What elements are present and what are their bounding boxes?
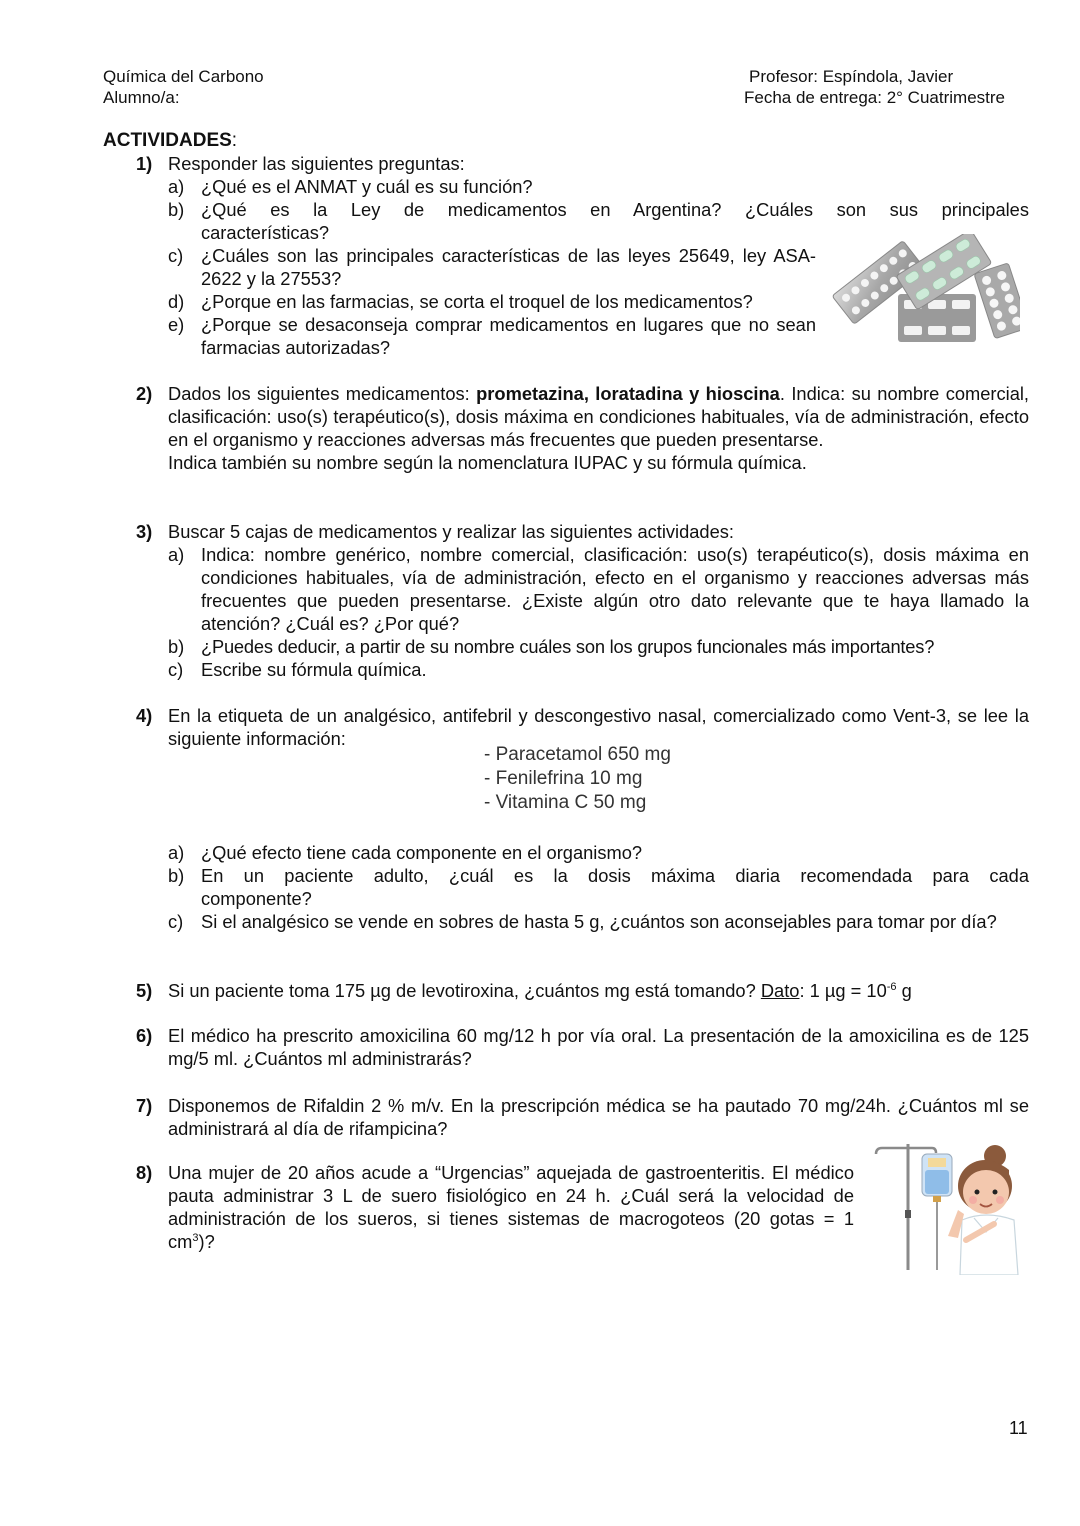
section-title-text: ACTIVIDADES: [103, 130, 232, 151]
header-left: [103, 66, 264, 108]
list-item: [168, 841, 1029, 864]
text-after: . Indica: su nombre comercial, clasificación: uso(s) terapéutico(s), dosis máxima en condiciones habituales, vía de administración, efecto en el organismo y reacciones adversas más frecuentes que pueden presentarse.: [168, 383, 1030, 450]
question-8: [136, 1161, 854, 1253]
list-item: [168, 864, 1029, 910]
page-number: 11: [1009, 1418, 1028, 1438]
question-text: En la etiqueta de un analgésico, antifebril y descongestivo nasal, comercializado como Vent-3, se lee la siguiente información:: [168, 705, 1029, 749]
list-item: [168, 658, 1029, 681]
item-text: Escribe su fórmula química.: [201, 659, 427, 680]
question-7: [136, 1094, 1029, 1140]
q8-exponent: 3: [192, 1231, 199, 1244]
question-text: [168, 979, 912, 1002]
product-label-list: [484, 743, 671, 815]
question-5: [136, 979, 1029, 1002]
dato-text: : 1 µg = 10: [799, 980, 887, 1001]
question-3: [136, 520, 1029, 681]
section-title-colon: :: [231, 130, 238, 151]
item-letter: a): [168, 176, 185, 197]
question-text: Responder las siguientes preguntas:: [168, 153, 465, 174]
label-line: - Fenilefrina 10 mg: [484, 768, 643, 789]
question-text: [168, 1161, 854, 1253]
question-6: [136, 1024, 1029, 1070]
item-letter: c): [168, 245, 184, 266]
text-before: Dados los siguientes medicamentos:: [168, 383, 477, 404]
due-date: Fecha de entrega: 2° Cuatrimestre: [744, 88, 1005, 107]
list-item: [168, 313, 816, 359]
question-number: 3): [136, 521, 153, 542]
question-text: El médico ha prescrito amoxicilina 60 mg/12 h por vía oral. La presentación de la amoxicilina es de 125 mg/5 ml. ¿Cuántos ml administrarás?: [168, 1025, 1029, 1069]
item-letter: b): [168, 865, 185, 886]
item-letter: e): [168, 314, 185, 335]
question-number: 6): [136, 1025, 153, 1046]
item-text: Indica: nombre genérico, nombre comercial, clasificación: uso(s) terapéutico(s), dosis máxima en condiciones habituales, vía de administración, efecto en el organismo y reacciones adversas más frecuentes que pueden presentarse. ¿Existe algún otro dato relevante que te haya llamado la atención? ¿Cuál es? ¿Por qué?: [201, 544, 1029, 634]
dato-unit: g: [896, 980, 912, 1001]
question-number: 1): [136, 153, 153, 174]
question-4-items: [168, 841, 1029, 933]
question-number: 7): [136, 1095, 153, 1116]
teacher-name: Profesor: Espíndola, Javier: [749, 67, 954, 86]
question-text: Buscar 5 cajas de medicamentos y realizar las siguientes actividades:: [168, 521, 734, 542]
question-text-line2: Indica también su nombre según la nomenclatura IUPAC y su fórmula química.: [168, 452, 807, 473]
item-letter: a): [168, 842, 185, 863]
item-letter: b): [168, 636, 185, 657]
item-text: ¿Porque se desaconseja comprar medicamentos en lugares que no sean farmacias autorizadas?: [201, 314, 816, 358]
drug-names: prometazina, loratadina y hioscina: [476, 383, 780, 404]
question-text: Disponemos de Rifaldin 2 % m/v. En la prescripción médica se ha pautado 70 mg/24h. ¿Cuántos ml se administrará al día de rifampicina?: [168, 1095, 1029, 1139]
item-letter: a): [168, 544, 185, 565]
q8-text-end: )?: [198, 1231, 215, 1252]
list-item: [168, 290, 816, 313]
item-letter: b): [168, 199, 185, 220]
item-letter: c): [168, 659, 184, 680]
item-text: ¿Puedes deducir, a partir de su nombre cuáles son los grupos funcionales más importantes?: [201, 636, 935, 657]
item-text: ¿Qué efecto tiene cada componente en el organismo?: [201, 842, 643, 863]
item-text: ¿Cuáles son las principales características de las leyes 25649, ley ASA-2622 y la 27553?: [201, 245, 816, 289]
item-text: ¿Qué es el ANMAT y cuál es su función?: [201, 176, 533, 197]
label-line: - Paracetamol 650 mg: [484, 744, 671, 765]
item-text: Si el analgésico se vende en sobres de hasta 5 g, ¿cuántos son aconsejables para tomar por día?: [201, 911, 997, 932]
item-text: ¿Qué es la Ley de medicamentos en Argentina? ¿Cuáles son sus principales características?: [201, 199, 1029, 243]
list-item: [168, 635, 1029, 658]
question-text: [168, 382, 1029, 451]
dato-label: Dato: [760, 980, 800, 1001]
item-text: En un paciente adulto, ¿cuál es la dosis máxima diaria recomendada para cada componente?: [201, 865, 1029, 909]
header-right: [744, 66, 1005, 108]
item-letter: d): [168, 291, 185, 312]
nurse-iv-image: [870, 1140, 1020, 1275]
q8-text: Una mujer de 20 años acude a “Urgencias” aquejada de gastroenteritis. El médico pauta administrar 3 L de suero fisiológico en 24 h. ¿Cuál será la velocidad de administración de los sueros, si tienes sistemas de macrogoteos (20 gotas = 1 cm: [168, 1162, 854, 1252]
item-letter: c): [168, 911, 184, 932]
list-item: [168, 175, 1029, 198]
question-number: 8): [136, 1162, 153, 1183]
student-label: Alumno/a:: [103, 88, 180, 107]
list-item: [168, 910, 1029, 933]
section-title: [103, 129, 237, 152]
list-item: [168, 543, 1029, 635]
label-line: - Vitamina C 50 mg: [484, 792, 647, 813]
item-text: ¿Porque en las farmacias, se corta el troquel de los medicamentos?: [201, 291, 753, 312]
dato-exponent: -6: [886, 980, 897, 993]
q5-text: Si un paciente toma 175 µg de levotiroxina, ¿cuántos mg está tomando?: [168, 980, 761, 1001]
course-name: Química del Carbono: [103, 67, 264, 86]
list-item: [168, 244, 816, 290]
question-2: [136, 382, 1029, 474]
question-number: 4): [136, 705, 153, 726]
question-number: 5): [136, 980, 153, 1001]
blister-packs-image: [828, 234, 1020, 346]
question-number: 2): [136, 383, 153, 404]
